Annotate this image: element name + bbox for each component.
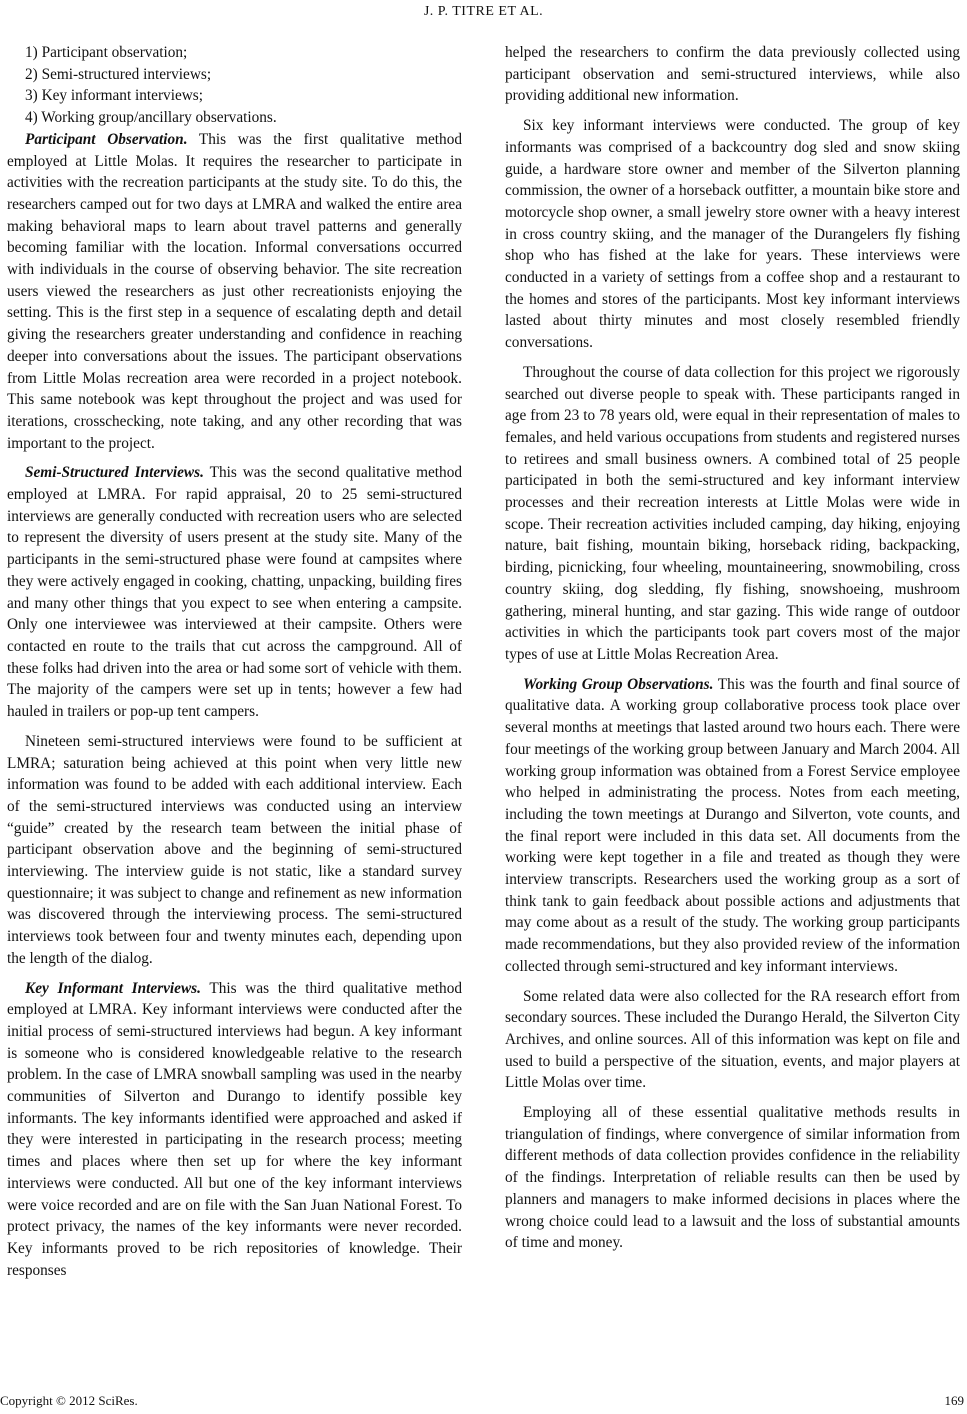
- right-column: [505, 42, 960, 1254]
- paragraph-text: This was the second qualitative method employed at LMRA. For rapid appraisal, 20 to 25 semi-structured interviews are generally conducted with recreation users who are selected to represent the diversity of users present at the study site. Many of the participants in the semi-structured phase were found at campsites where they were actively engaged in cooking, chatting, unpacking, building fires and many other things that you expect to see when entering a campsite. Only one interviewee was interviewed at their campsite. Others were contacted en route to the trails that cut across the campground. All of these folks had driven into the area or had some sort of vehicle with them. The majority of the campers were set up in tents; however a few had hauled in trailers or pop-up tent campers.: [7, 464, 463, 721]
- paragraph-text: Six key informant interviews were conducted. The group of key informants was comprised of a backcountry dog sled and snow skiing guide, a hardware store owner and member of the Silverton planning commission, the owner of a horseback outfitter, a mountain bike store and motorcycle shop owner, a small jewelry store owner with a heavy interest in cross country skiing, and the manager of the Durangelers fly fishing shop who has fished at the lake for years. These interviews were conducted in a variety of settings from a coffee shop and a restaurant to the homes and stores of the participants. Most key informant interviews lasted about thirty minutes and most closely resembled friendly conversations.: [505, 117, 960, 352]
- section-heading: Key Informant Interviews.: [25, 979, 201, 997]
- paragraph-text: helped the researchers to confirm the data previously collected using participant observation and semi-structured interviews, while also providing additional new information.: [505, 44, 960, 105]
- method-list-item: 4) Working group/ancillary observations.: [25, 109, 277, 127]
- paragraph-text: Nineteen semi-structured interviews were found to be sufficient at LMRA; saturation being achieved at this point when very little new information was found to be added with each additional interview. Each of the semi-structured interviews was conducted using an interview “guide” created by the research team between the initial phase of participant observation above and the beginning of semi-structured interviewing. The interview guide is not static, like a standard survey questionnaire; it was subject to change and refinement as new information was discovered through the interviewing process. The semi-structured interviews took between four and twenty minutes each, depending upon the length of the dialog.: [7, 732, 462, 967]
- paragraph-text: This was the first qualitative method employed at Little Molas. It requires the researcher to participate in activities with the recreation participants at the study site. To do this, the researchers camped out for two days at LMRA and walked the entire area making behavioral maps to learn about travel patterns and generally becoming familiar with the location. Informal conversations occurred with individuals in the course of observing behavior. The site recreation users viewed the researchers as just other recreationists enjoying the setting. This is the first step in a sequence of escalating depth and detail giving the researchers greater understanding and confidence in reaching deeper into conversations about the issues. The participant observations from Little Molas recreation area were recorded in a project notebook. This same notebook was kept throughout the project and was used for iterations, crosschecking, note taking, and any other recording that was important to the project.: [7, 130, 462, 452]
- nineteen-interviews-paragraph: [7, 731, 462, 970]
- section-heading: Working Group Observations.: [523, 675, 714, 693]
- six-key-informants-paragraph: [505, 115, 960, 354]
- paragraph-text: This was the fourth and final source of qualitative data. A working group collaborative process took place over several months at meetings that lasted around two hours each. There were four meetings of the working group between January and March 2004. All working group information was obtained from a Forest Service employee who helped in administrating the process. Notes from each meeting, including the town meetings at Durango and Silverton, vote counts, and the final report were included in this data set. All documents from the working were kept together in a file and treated as though they were interview transcripts. Researchers used the working group as a sort of think tank to gain feedback about possible actions and adjustments that may come about as a result of the study. The working group participants made recommendations, but they also provided review of the information collected through semi-structured and key informant interviews.: [505, 675, 960, 975]
- key-informant-paragraph: [7, 978, 462, 1282]
- running-head: J. P. TITRE ET AL.: [423, 4, 544, 19]
- paragraph-text: Employing all of these essential qualitative methods results in triangulation of findings, where convergence of similar information from different methods of data collection provides confidence in the reliability of the findings. Interpretation of reliable results can then be used by planners and managers to make informed decisions in places where the wrong choice could lead to a lawsuit and the loss of substantial amounts of time and money.: [505, 1104, 960, 1252]
- participant-observation-paragraph: [7, 129, 462, 455]
- paragraph-text: This was the third qualitative method employed at LMRA. Key informant interviews were conducted after the initial process of semi-structured interviews had begun. A key informant is someone who is considered knowledgeable relative to the research problem. In the case of LMRA snowball sampling was used in the nearby communities of Silverton and Durango to identify possible key informants. The key informants identified were approached and asked if they were interested in participating in the research process; meeting times and places where then set up for where the key informant interviews were conducted. All but one of the key informant interviews were voice recorded and are on file with the San Juan National Forest. To protect privacy, the names of the key informants were never recorded. Key informants proved to be rich repositories of knowledge. Their responses: [7, 979, 462, 1279]
- paragraph-text: Throughout the course of data collection for this project we rigorously searched out diverse people to speak with. These participants ranged in age from 23 to 78 years old, were equal in their representation of males to females, and held various occupations from students and registered nurses to retirees and small business owners. A combined total of 25 people participated in both the semi-structured and key informant interview processes and their recreation interests at Little Molas were wide in scope. Their recreation activities included camping, day hiking, enjoying nature, bait fishing, mountain biking, horseback riding, backpacking, birding, picnicking, four wheeling, mountaineering, snowmobiling, cross country skiing, dog sledding, fly fishing, snowshoeing, mushroom gathering, mineral hunting, and star gazing. This wide range of outdoor activities in which the participants took part covers most of the major types of use at Little Molas Recreation Area.: [505, 363, 960, 663]
- page-number: 169: [944, 1393, 964, 1408]
- paragraph-text: Some related data were also collected for the RA research effort from secondary sources. These included the Durango Herald, the Silverton City Archives, and online sources. All of this information was kept on file and used to build a perspective of the situation, events, and major players at Little Molas over time.: [505, 987, 960, 1092]
- method-list-item: 1) Participant observation;: [25, 44, 188, 61]
- method-list-item: 2) Semi-structured interviews;: [25, 65, 212, 83]
- triangulation-paragraph: [505, 1102, 960, 1254]
- semi-structured-paragraph: [7, 462, 462, 722]
- left-column: [7, 42, 462, 1281]
- continued-paragraph: [505, 42, 960, 107]
- section-heading: Participant Observation.: [25, 130, 188, 148]
- data-collection-paragraph: [505, 362, 960, 666]
- method-list-item: 3) Key informant interviews;: [25, 87, 203, 105]
- working-group-paragraph: [505, 674, 960, 978]
- copyright-notice: Copyright © 2012 SciRes.: [0, 1393, 138, 1408]
- section-heading: Semi-Structured Interviews.: [25, 464, 204, 482]
- secondary-sources-paragraph: [505, 986, 960, 1095]
